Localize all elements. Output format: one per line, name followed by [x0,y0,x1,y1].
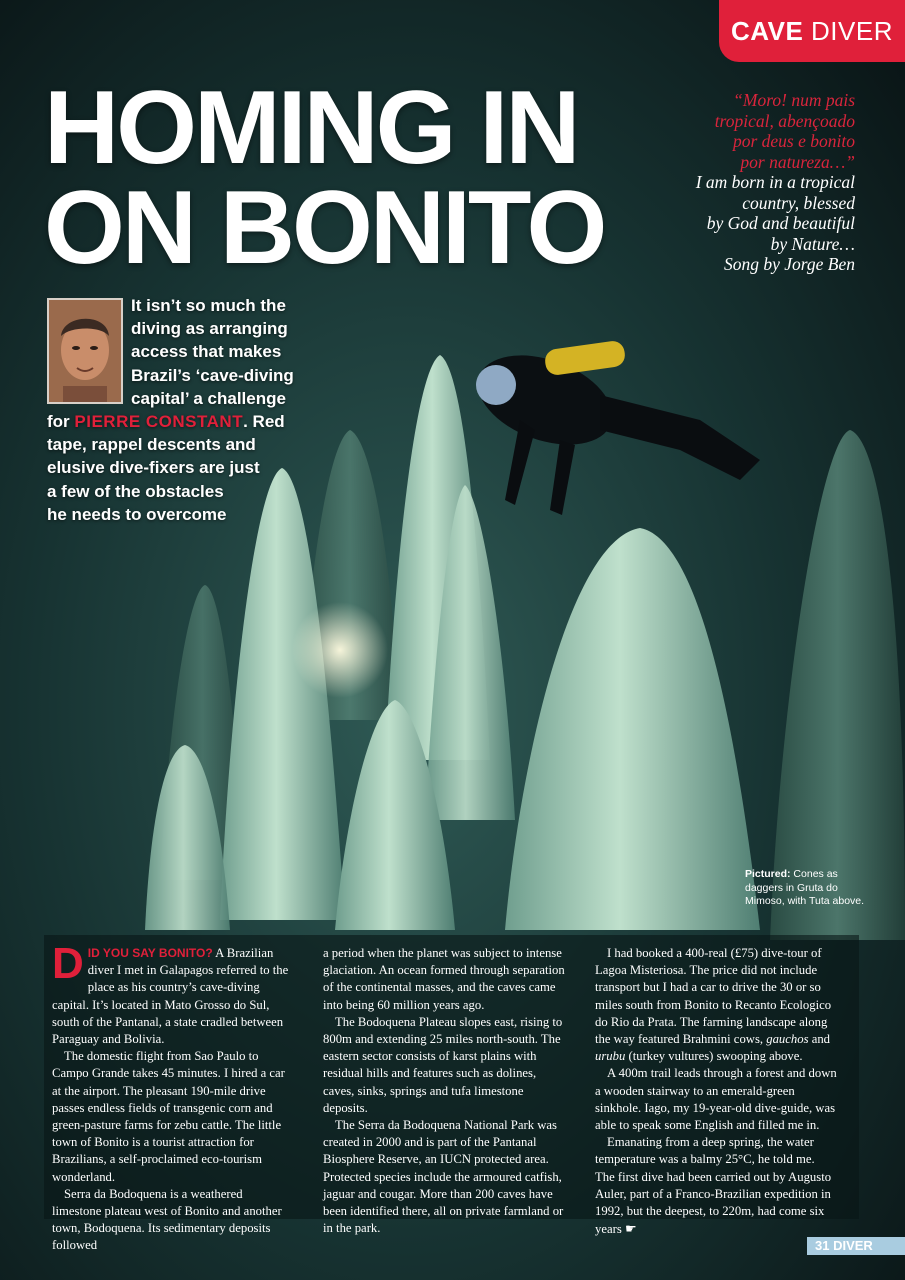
headline-line-1: HOMING IN [44,70,578,186]
headline-line-2: ON BONITO [44,170,605,286]
standfirst-line-5: capital’ a challenge [131,388,286,408]
article-paragraph: The domestic flight from Sao Paulo to Campo Grande takes 45 minutes. I hired a car at the airport. The pleasant 190-mile drive passes endless fields of transgenic corn and green-pasture farms for zebu cattle. The little town of Bonito is a tourist attraction for Brazilians, a self-proclaimed eco-tourism wonderland. [52,1049,285,1184]
magazine-name: DIVER [833,1238,873,1253]
article-paragraph: Serra da Bodoquena is a weathered limestone plateau west of Bonito and another town, Bodoquena. Its sedimentary deposits followed [52,1186,282,1253]
epigraph-credit: Song by Jorge Ben [723,254,855,274]
article-paragraph: The Bodoquena Plateau slopes east, rising to 800m and extending 25 miles north-south. The eastern sector consists of karst plains with residual hills and features such as dolines, caves, sinks, springs and tufa limestone deposits. [323,1014,563,1115]
page-footer [807,1237,905,1255]
standfirst-line-9: a few of the obstacles [47,481,224,501]
standfirst-line-4: Brazil’s ‘cave-diving [131,365,294,385]
section-badge-light: DIVER [811,16,893,46]
standfirst-pre-name: for [47,412,75,432]
paragraph-text: I had booked a 400-real (£75) dive-tour of Lagoa Misteriosa. The price did not include transport but I had a car to drive the 30 or so miles south from Bonito to Recanto Ecologico do Rio da Prata. The farming landscape along the way featured Brahmini cows, [595,946,832,1047]
author-name: PIERRE CONSTANT [74,412,244,432]
paragraph-text: Emanating from a deep spring, the water temperature was a balmy 25°C, he told me. The first dive had been carried out by Augusto Auler, part of a Franco-Brazilian expedition in 1992, but the deepest, to 220m, had come six years [595,1135,832,1237]
italic-term: gauchos [766,1032,809,1047]
paragraph-text: A Brazilian diver I met in Galapagos referred to the place as his country’s cave-diving capital. It’s located in Mato Grosso do Sul, south of the Pantanal, a state cradled between Paraguay and Bolivia. [52,946,289,1047]
article-paragraph: A 400m trail leads through a forest and down a wooden stairway to an emerald-green sinkhole. Iago, my 19-year-old dive-guide, was able to speak some English and filled me in. [595,1066,837,1133]
article-paragraph: a period when the planet was subject to intense glaciation. An ocean formed through separation of the continental masses, and the caves came into being 60 million years ago. [323,946,565,1012]
headline [44,70,664,286]
standfirst [47,294,317,526]
article-column-3 [595,945,837,1238]
paragraph-text: (turkey vultures) swooping above. [625,1049,803,1064]
epigraph [615,90,855,275]
epigraph-pt-4: por natureza…” [740,151,855,172]
epigraph-en-1: I am born in a tropical [695,172,855,192]
standfirst-line-10: he needs to overcome [47,504,227,524]
article-paragraph [52,939,294,1048]
standfirst-line-3: access that makes [131,342,282,362]
epigraph-en-4: by Nature… [770,233,855,254]
standfirst-line-6 [47,410,317,433]
epigraph-pt-1: “Moro! num pais [733,90,855,110]
epigraph-pt-3: por deus e bonito [732,131,855,151]
continue-pointer-icon: ☛ [624,1221,637,1237]
standfirst-line-1: It isn’t so much the [131,296,286,315]
section-badge-bold: CAVE [730,16,804,46]
drop-cap: D [52,939,84,988]
epigraph-pt-2: tropical, abençoado [714,110,855,131]
section-badge [719,0,905,62]
article-paragraph [595,1134,837,1238]
article-paragraph [595,945,837,1065]
epigraph-en-2: country, blessed [742,192,855,213]
photo-caption [745,868,865,909]
standfirst-line-7: tape, rappel descents and [47,435,256,455]
epigraph-en-3: by God and beautiful [706,213,855,233]
standfirst-post-name: . Red [243,412,285,432]
article-column-2 [323,945,565,1237]
caption-label: Pictured: [745,868,791,880]
article-column-1 [52,939,294,1255]
standfirst-line-8: elusive dive-fixers are just [47,458,260,478]
article-paragraph: The Serra da Bodoquena National Park was created in 2000 and is part of the Pantanal Biosphere Reserve, an IUCN protected area. Protected species include the armoured catfish, jaguar and cougar. More than 200 caves have been identified there, all on private farmland or in the park. [323,1118,564,1236]
caption-text: Cones as daggers in Gruta do Mimoso, with Tuta above. [745,868,865,907]
lead-in: ID YOU SAY BONITO? [87,946,213,960]
page-number: 31 [815,1238,830,1253]
standfirst-line-2: diving as arranging [131,319,288,339]
italic-term: urubu [595,1049,626,1064]
paragraph-text: and [808,1032,831,1047]
